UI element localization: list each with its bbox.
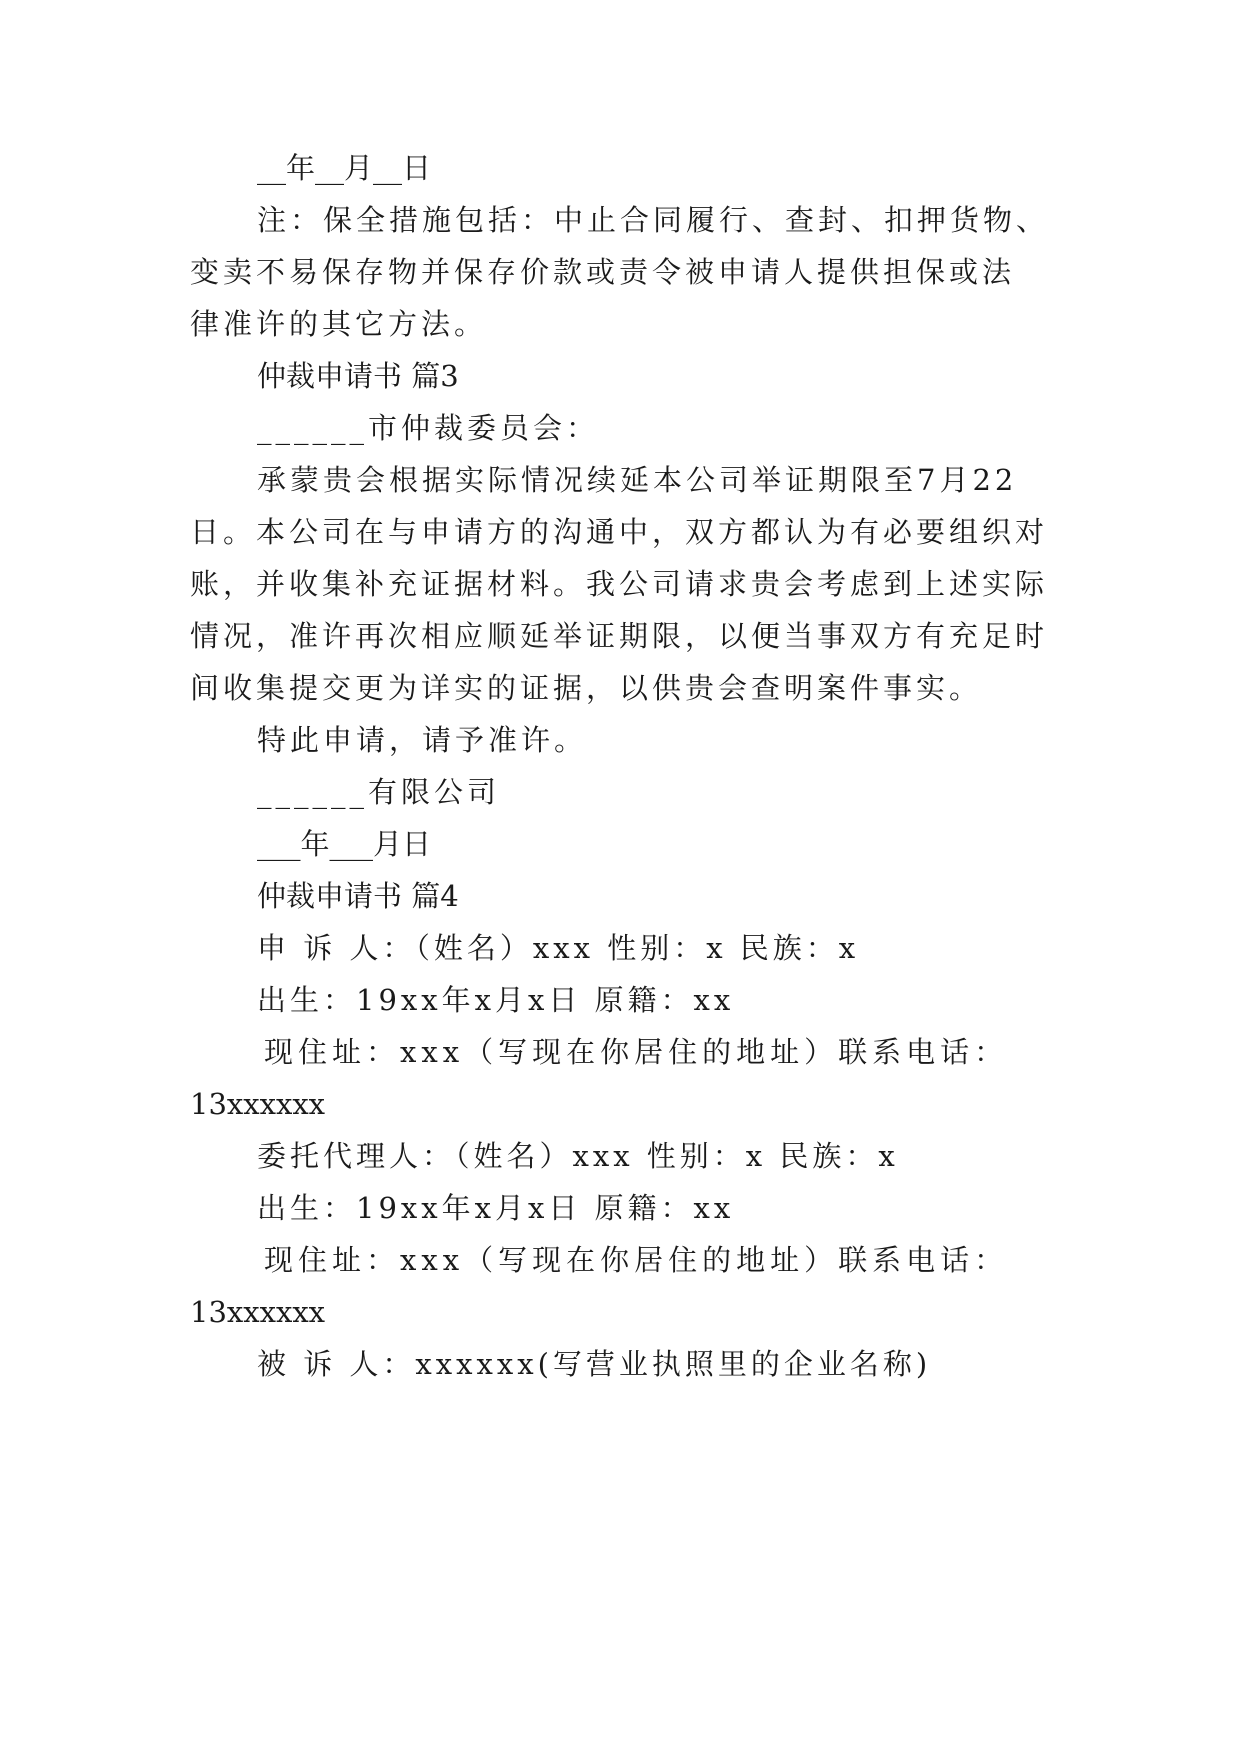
complainant-phone: 13xxxxxx [190,1087,326,1121]
company-signature: ______有限公司 [257,775,501,809]
note-line-2: 变卖不易保存物并保存价款或责令被申请人提供担保或法 [190,255,1016,289]
date-line: __年__月__日 [257,151,432,185]
body-line-1: 承蒙贵会根据实际情况续延本公司举证期限至7月22 [257,463,1018,497]
complainant-birth-line: 出生：19xx年x月x日 原籍：xx [257,983,735,1017]
agent-birth-line: 出生：19xx年x月x日 原籍：xx [257,1191,735,1225]
note-line-3: 律准许的其它方法。 [190,307,488,341]
body-line-2: 日。本公司在与申请方的沟通中，双方都认为有必要组织对 [190,515,1049,549]
complainant-line: 申 诉 人：（姓名）xxx 性别：x 民族：x [257,931,860,965]
section-heading-3: 仲裁申请书 篇3 [257,359,459,393]
signature-date: ___年___月日 [257,827,432,861]
complainant-address-line: 现住址：xxx（写现在你居住的地址）联系电话： [264,1035,1009,1069]
respondent-line: 被 诉 人：xxxxxx(写营业执照里的企业名称) [257,1347,932,1381]
body-line-3: 账，并收集补充证据材料。我公司请求贵会考虑到上述实际 [190,567,1049,601]
body-line-4: 情况，准许再次相应顺延举证期限，以便当事双方有充足时 [190,619,1049,653]
agent-address-line: 现住址：xxx（写现在你居住的地址）联系电话： [264,1243,1009,1277]
request-line: 特此申请，请予准许。 [257,723,588,757]
agent-line: 委托代理人：（姓名）xxx 性别：x 民族：x [257,1139,899,1173]
agent-phone: 13xxxxxx [190,1295,326,1329]
body-line-5: 间收集提交更为详实的证据，以供贵会查明案件事实。 [190,671,983,705]
recipient-line: ______市仲裁委员会： [257,411,600,445]
section-heading-4: 仲裁申请书 篇4 [257,879,459,913]
note-line-1: 注：保全措施包括：中止合同履行、查封、扣押货物、 [257,203,1050,237]
